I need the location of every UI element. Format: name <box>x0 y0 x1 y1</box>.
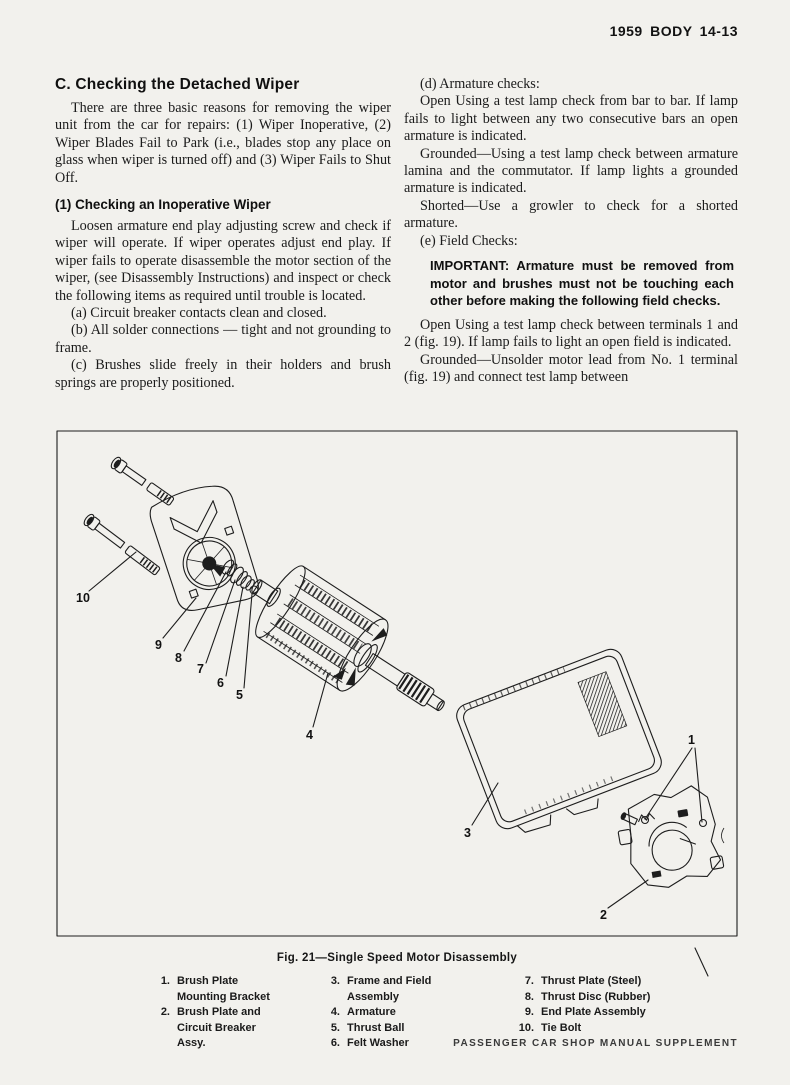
check-item-e: (e) Field Checks: <box>420 232 518 249</box>
armature <box>231 549 465 742</box>
parts-list-item <box>512 974 692 990</box>
parts-list-item <box>318 1005 468 1021</box>
paragraph-armature-shorted: Shorted—Use a growler to check for a shorted armature. <box>404 197 738 232</box>
figure-callout-2: 2 <box>600 908 607 922</box>
subsection-heading: (1) Checking an Inoperative Wiper <box>55 197 271 213</box>
part-name: Brush Plate and Circuit Breaker Assy. <box>177 1006 261 1049</box>
paragraph-armature-open: Open Using a test lamp check from bar to bar. If lamp fails to light between any two consecutive bars an open armature is indicated. <box>404 93 738 145</box>
part-number: 5. <box>330 1021 340 1034</box>
brush-plate-circuit-breaker <box>612 783 725 895</box>
figure-caption: Fig. 21—Single Speed Motor Disassembly <box>276 952 518 964</box>
left-column <box>55 76 391 392</box>
paragraph-loosen: Loosen armature end play adjusting screw and check if wiper will operate. If wiper operates adjust end play. If wiper fails to operate disassemble the motor section of the wiper, (see Disassembly Instructions) and inspect or check the following items as required until trouble is located. <box>55 218 391 304</box>
part-name: Armature <box>347 1006 396 1018</box>
parts-list-item <box>512 1005 692 1021</box>
scan-stray-arc <box>722 828 725 843</box>
section-heading: C. Checking the Detached Wiper <box>55 76 300 93</box>
parts-list-column-1 <box>148 974 280 1052</box>
figure-callout-5: 5 <box>236 688 243 702</box>
figure-callout-4: 4 <box>306 728 313 742</box>
figure-callout-1: 1 <box>688 733 695 747</box>
figure-callout-7: 7 <box>197 662 204 676</box>
page-header: 1959 BODY 14-13 <box>609 23 738 39</box>
check-item-d: (d) Armature checks: <box>420 76 540 92</box>
figure-callout-8: 8 <box>175 651 182 665</box>
paragraph-field-open: Open Using a test lamp check between terminals 1 and 2 (fig. 19). If lamp fails to light an open field is indicated. <box>404 316 738 351</box>
parts-list-item <box>512 990 692 1006</box>
figure-border <box>57 431 737 936</box>
end-plate-assembly <box>145 478 265 621</box>
paragraph-field-grounded: Grounded—Unsolder motor lead from No. 1 terminal (fig. 19) and connect test lamp between <box>404 351 738 386</box>
figure-callout-9: 9 <box>155 638 162 652</box>
part-number: 1. <box>160 975 170 987</box>
parts-list-item <box>148 974 280 1005</box>
figure-callout-6: 6 <box>217 676 224 690</box>
parts-list-column-3 <box>512 974 692 1036</box>
part-name: Felt Washer <box>347 1037 409 1049</box>
parts-list-item <box>318 974 468 1005</box>
part-number: 3. <box>330 975 340 987</box>
tie-bolt-lower <box>82 513 161 577</box>
thrust-plate-steel <box>220 558 239 578</box>
paragraph-reasons: There are three basic reasons for removing the wiper unit from the car for repairs: (1) Wiper Inoperative, (2) Wiper Blades Fail to Park (i.e., blades stop any place on glass when wiper is turned off) and (3) Wiper Fails to Shut Off. <box>55 100 391 186</box>
parts-list-item <box>148 1005 280 1052</box>
part-number: 7. <box>524 975 534 987</box>
important-note: IMPORTANT: Armature must be removed from motor and brushes must not be touching each other before making the following field checks. <box>430 258 734 309</box>
parts-list-item <box>512 1021 692 1037</box>
frame-field-assembly <box>453 646 669 844</box>
part-number: 2. <box>160 1006 170 1018</box>
right-column <box>404 76 738 386</box>
parts-list-item <box>318 1021 468 1037</box>
check-item-b: (b) All solder connections — tight and not grounding to frame. <box>55 322 391 356</box>
part-name: Thrust Plate (Steel) <box>541 975 642 987</box>
part-number: 8. <box>524 990 534 1003</box>
brush-screw-right <box>700 820 707 827</box>
part-name: Brush Plate Mounting Bracket <box>177 975 270 1003</box>
part-number: 4. <box>330 1006 340 1018</box>
check-item-a: (a) Circuit breaker contacts clean and closed. <box>71 305 327 322</box>
page-footer: PASSENGER CAR SHOP MANUAL SUPPLEMENT <box>453 1038 738 1049</box>
part-name: Thrust Ball <box>347 1021 405 1034</box>
part-number: 9. <box>524 1006 534 1018</box>
part-name: Frame and Field Assembly <box>347 975 432 1003</box>
figure-callout-10: 10 <box>76 591 90 605</box>
check-item-c: (c) Brushes slide freely in their holders and brush springs are properly positioned. <box>55 357 391 391</box>
part-name: Tie Bolt <box>541 1021 582 1034</box>
paragraph-armature-grounded: Grounded—Using a test lamp check between armature lamina and the commutator. If lamp lights a grounded armature is indicated. <box>404 145 738 197</box>
part-name: End Plate Assembly <box>541 1006 646 1018</box>
figure-motor-disassembly <box>56 430 738 990</box>
part-number: 6. <box>330 1037 340 1049</box>
brush-screw-left <box>642 817 649 824</box>
figure-callout-3: 3 <box>464 826 471 840</box>
part-name: Thrust Disc (Rubber) <box>541 990 651 1003</box>
part-number: 10. <box>518 1021 534 1034</box>
